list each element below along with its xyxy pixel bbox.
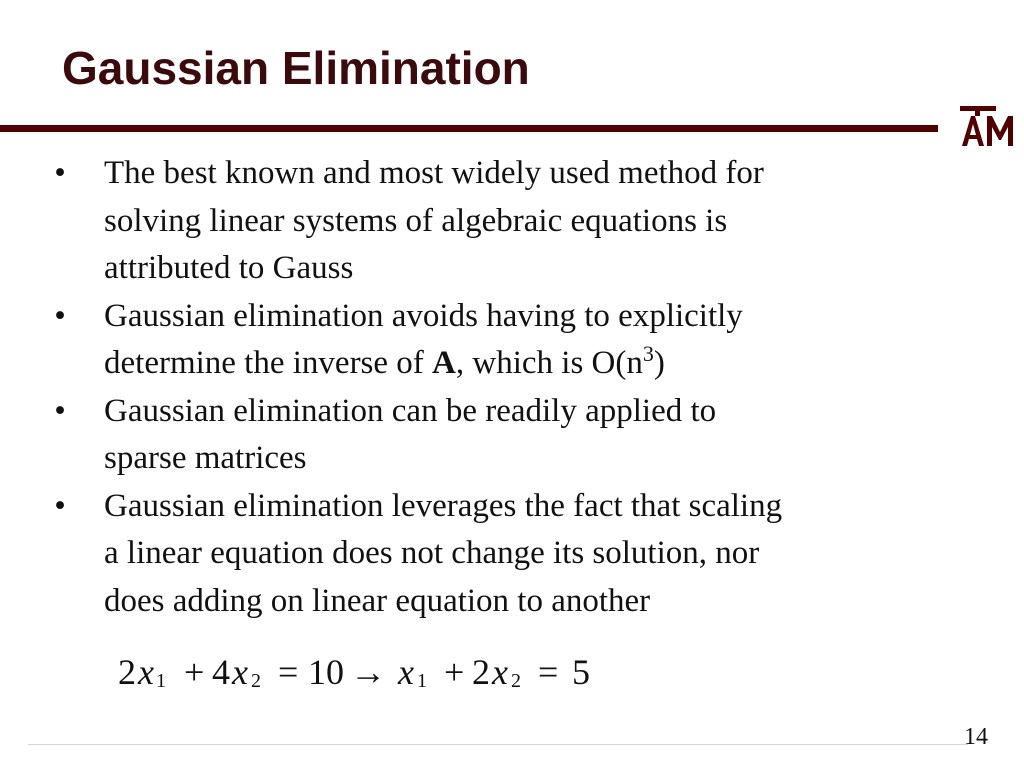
slide-title: Gaussian Elimination — [62, 42, 530, 94]
equation-equals: = — [278, 652, 299, 692]
bullet-marker: • — [54, 487, 66, 524]
bullet-line: a linear equation does not change its solution, nor — [104, 535, 760, 571]
bullet-list — [48, 150, 948, 625]
bullet-line: ) — [653, 345, 665, 381]
bullet-item — [48, 150, 948, 293]
equation-variable: x — [138, 652, 154, 692]
bullet-line: Gaussian elimination leverages the fact that scaling — [104, 487, 783, 524]
equation-coefficient: 2 — [472, 652, 490, 692]
equation — [118, 648, 638, 700]
exponent: 3 — [642, 341, 654, 366]
bullet-item — [48, 483, 948, 626]
bullet-line: Gaussian elimination avoids having to explicitly — [104, 297, 743, 334]
bullet-line: solving linear systems of algebraic equations is — [104, 202, 728, 239]
bullet-line: determine the inverse of — [104, 345, 433, 381]
equation-subscript: 1 — [417, 670, 427, 692]
equation-operator: + — [444, 652, 465, 692]
bullet-marker: • — [54, 297, 66, 334]
bullet-line: does adding on linear equation to another — [104, 582, 651, 619]
equation-variable: x — [398, 652, 414, 692]
texas-am-logo-icon — [956, 102, 1016, 152]
equation-equals: = — [538, 652, 559, 692]
bullet-line: sparse matrices — [104, 440, 307, 476]
equation-arrow: → — [350, 652, 386, 692]
bullet-marker: • — [54, 392, 66, 429]
matrix-symbol: A — [432, 345, 456, 381]
footer-divider — [28, 744, 968, 745]
equation-variable: x — [492, 652, 508, 692]
equation-coefficient: 4 — [212, 652, 230, 692]
title-divider — [0, 125, 938, 132]
equation-operator: + — [184, 652, 205, 692]
bullet-line: , which is O(n — [455, 345, 643, 381]
equation-variable: x — [232, 652, 248, 692]
bullet-line: The best known and most widely used method for — [104, 155, 764, 191]
equation-constant: 10 — [308, 652, 344, 692]
equation-constant: 5 — [572, 652, 590, 692]
bullet-item — [48, 388, 948, 483]
bullet-item — [48, 293, 948, 388]
page-number: 14 — [964, 724, 988, 750]
equation-subscript: 1 — [156, 670, 166, 692]
equation-coefficient: 2 — [118, 652, 136, 692]
bullet-line: attributed to Gauss — [104, 250, 354, 286]
bullet-marker: • — [54, 155, 66, 191]
equation-subscript: 2 — [251, 670, 261, 692]
equation-subscript: 2 — [511, 670, 521, 692]
bullet-line: Gaussian elimination can be readily applied to — [104, 392, 717, 429]
